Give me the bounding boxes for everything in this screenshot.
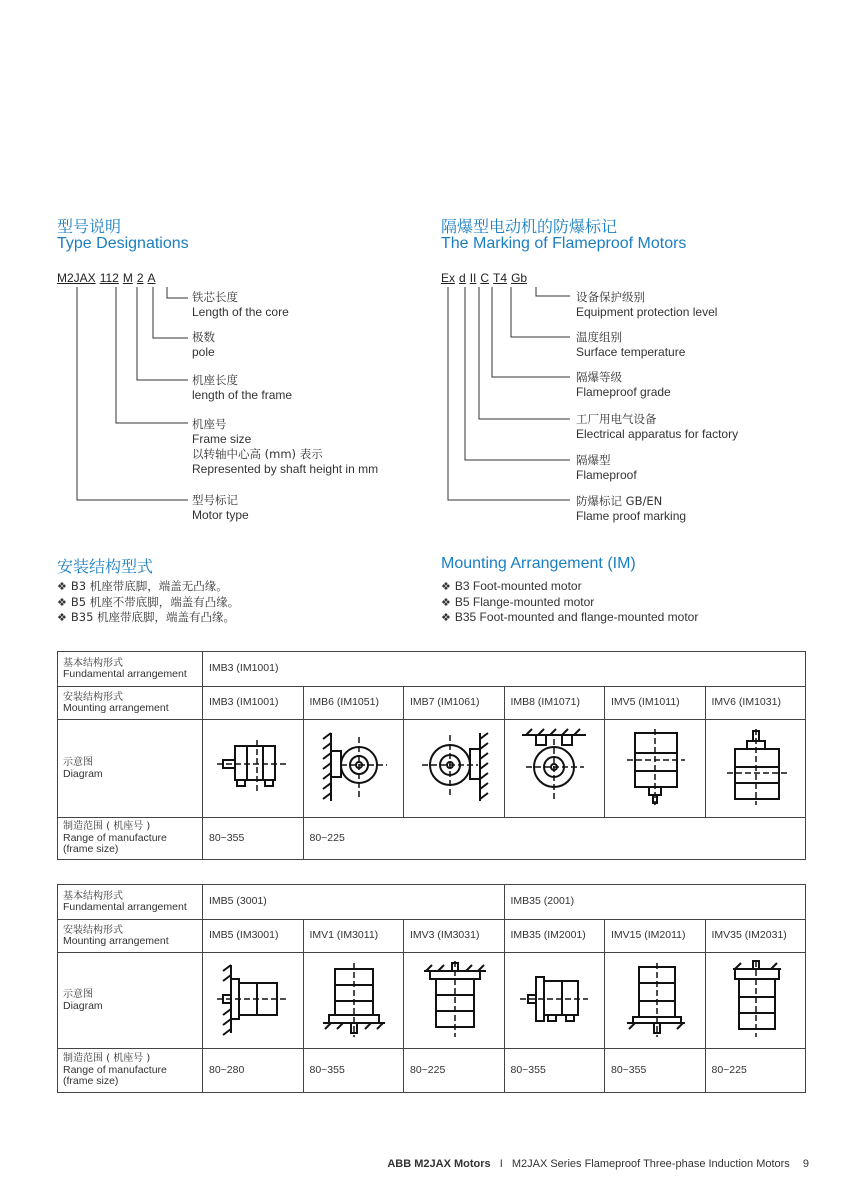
row-label: 制造范围 ( 机座号 ) Range of manufacture (frame size): [58, 1049, 203, 1093]
table-row: [58, 920, 806, 953]
list-item-text: B35 Foot-mounted and flange-mounted motor: [454, 610, 699, 624]
code-part: II: [469, 271, 477, 285]
table-cell: 80~225: [404, 1049, 505, 1093]
label-cn: 隔爆型: [576, 453, 611, 467]
label-cn: 机座号: [192, 417, 227, 431]
label-en: length of the frame: [192, 388, 293, 402]
table-row: [58, 818, 806, 860]
table-cell: IMV1 (IM3011): [303, 920, 404, 953]
label-en: Motor type: [192, 508, 249, 522]
table-cell: IMB5 (IM3001): [203, 920, 304, 953]
table-cell: IMB5 (3001): [203, 885, 505, 920]
label-en: Flameproof: [576, 468, 637, 482]
page-footer: [387, 1158, 809, 1170]
label-cn: 隔爆等级: [576, 370, 622, 384]
footer-separator: I: [499, 1158, 503, 1170]
v5-diagram-icon: [605, 720, 706, 818]
label-en: Surface temperature: [576, 345, 686, 359]
label-motor-type: [192, 493, 249, 523]
label-en: Represented by shaft height in mm: [192, 462, 379, 476]
mounting-title-en: Mounting Arrangement (IM): [441, 555, 636, 572]
code-part: 2: [136, 271, 144, 285]
code-part: T4: [493, 271, 508, 285]
type-designations-title-en: Type Designations: [57, 235, 189, 252]
b6-diagram-icon: [303, 720, 404, 818]
mounting-table-b5-b35: [57, 884, 806, 1093]
mounting-title-cn: 安装结构型式: [57, 557, 154, 576]
table-row: [58, 687, 806, 720]
table-cell: 80~355: [504, 1049, 605, 1093]
mounting-table-b3: [57, 651, 806, 860]
list-item-text: B3 Foot-mounted motor: [454, 579, 582, 593]
table-row: [58, 953, 806, 1049]
table-row: [58, 885, 806, 920]
row-label: 基本结构形式 Fundamental arrangement: [58, 885, 203, 920]
row-label: 基本结构形式 Fundamental arrangement: [58, 652, 203, 687]
table-cell: IMV35 (IM2031): [705, 920, 806, 953]
label-cn: 以转轴中心高 (mm) 表示: [192, 447, 323, 461]
label-en: Length of the core: [192, 305, 289, 319]
label-protection-level: [576, 290, 717, 320]
footer-series: M2JAX Series Flameproof Three-phase Induction Motors: [511, 1158, 790, 1170]
table-row: [58, 720, 806, 818]
bullet-icon: ❖: [57, 595, 67, 609]
label-cn: 机座长度: [192, 373, 238, 387]
label-cn: 工厂用电气设备: [576, 412, 657, 426]
table-cell: IMV5 (IM1011): [605, 687, 706, 720]
list-item: [441, 610, 698, 626]
table-cell: 80~225: [303, 818, 806, 860]
label-frame-length: [192, 373, 292, 403]
label-en: Flame proof marking: [576, 509, 687, 523]
list-item-text: B3 机座带底脚，端盖无凸缘。: [70, 579, 228, 593]
table-cell: 80~225: [705, 1049, 806, 1093]
code-part: M: [122, 271, 133, 285]
bullet-icon: ❖: [57, 611, 67, 624]
code-part: 112: [99, 271, 119, 285]
table-cell: IMB7 (IM1061): [404, 687, 505, 720]
label-pole: [192, 330, 215, 360]
mounting-list-en: [441, 579, 698, 626]
table-cell: IMB35 (IM2001): [504, 920, 605, 953]
code-part: A: [147, 271, 156, 285]
row-label: 示意图 Diagram: [58, 953, 203, 1049]
bullet-icon: ❖: [441, 580, 451, 593]
table-cell: IMB35 (2001): [504, 885, 806, 920]
table-row: [58, 652, 806, 687]
page-number: 9: [802, 1158, 809, 1170]
label-en: Flameproof grade: [576, 385, 671, 399]
bullet-icon: ❖: [441, 595, 451, 609]
list-item: [57, 595, 239, 611]
label-flameproof-grade: [576, 370, 671, 400]
b35-diagram-icon: [504, 953, 605, 1049]
label-core-length: [192, 290, 289, 320]
code-part: Gb: [511, 271, 528, 285]
table-cell: IMV15 (IM2011): [605, 920, 706, 953]
label-surface-temp: [576, 330, 685, 360]
v1-diagram-icon: [303, 953, 404, 1049]
b7-diagram-icon: [404, 720, 505, 818]
label-en: Frame size: [192, 432, 252, 446]
list-item-text: B35 机座带底脚，端盖有凸缘。: [70, 610, 236, 624]
row-label: 制造范围 ( 机座号 ) Range of manufacture (frame size): [58, 818, 203, 860]
label-en: Equipment protection level: [576, 305, 718, 319]
label-cn: 铁芯长度: [192, 290, 238, 304]
table-cell: IMV3 (IM3031): [404, 920, 505, 953]
row-label: 示意图 Diagram: [58, 720, 203, 818]
table-cell: 80~355: [605, 1049, 706, 1093]
table-cell: IMB6 (IM1051): [303, 687, 404, 720]
table-cell: IMB3 (IM1001): [203, 652, 806, 687]
marking-code: [441, 271, 531, 285]
table-cell: 80~355: [203, 818, 304, 860]
label-frame-size: [192, 417, 378, 477]
v35-diagram-icon: [705, 953, 806, 1049]
label-en: Electrical apparatus for factory: [576, 427, 739, 441]
list-item-text: B5 机座不带底脚，端盖有凸缘。: [70, 594, 240, 609]
label-cn: 极数: [192, 330, 215, 344]
row-label: 安装结构形式 Mounting arrangement: [58, 920, 203, 953]
code-part: M2JAX: [57, 271, 96, 285]
list-item: [441, 579, 698, 595]
code-part: d: [459, 271, 466, 285]
v15-diagram-icon: [605, 953, 706, 1049]
label-cn: 温度组别: [576, 330, 622, 344]
mounting-list-cn: [57, 579, 239, 626]
b8-diagram-icon: [504, 720, 605, 818]
table-cell: 80~280: [203, 1049, 304, 1093]
label-cn: 防爆标记 GB/EN: [576, 494, 663, 508]
v6-diagram-icon: [705, 720, 806, 818]
list-item-text: B5 Flange-mounted motor: [454, 594, 595, 609]
label-cn: 型号标记: [192, 493, 238, 507]
list-item: [57, 579, 239, 595]
row-label: 安装结构形式 Mounting arrangement: [58, 687, 203, 720]
label-en: pole: [192, 345, 215, 359]
footer-brand: ABB M2JAX Motors: [387, 1158, 491, 1170]
bullet-icon: ❖: [57, 580, 67, 593]
table-cell: IMB8 (IM1071): [504, 687, 605, 720]
bullet-icon: ❖: [441, 611, 451, 624]
b5-diagram-icon: [203, 953, 304, 1049]
label-flameproof-marking: [576, 494, 686, 524]
b3-diagram-icon: [203, 720, 304, 818]
label-cn: 设备保护级别: [576, 290, 645, 304]
table-cell: 80~355: [303, 1049, 404, 1093]
table-row: [58, 1049, 806, 1093]
table-cell: IMV6 (IM1031): [705, 687, 806, 720]
marking-title-en: The Marking of Flameproof Motors: [441, 235, 687, 252]
label-flameproof: [576, 453, 637, 483]
table-cell: IMB3 (IM1001): [203, 687, 304, 720]
list-item: [441, 595, 698, 611]
type-designations-title-cn: 型号说明: [57, 217, 122, 236]
marking-title-cn: 隔爆型电动机的防爆标记: [441, 217, 618, 236]
code-part: C: [480, 271, 490, 285]
code-part: Ex: [441, 271, 456, 285]
label-factory-apparatus: [576, 412, 738, 442]
list-item: [57, 610, 239, 626]
v3-diagram-icon: [404, 953, 505, 1049]
